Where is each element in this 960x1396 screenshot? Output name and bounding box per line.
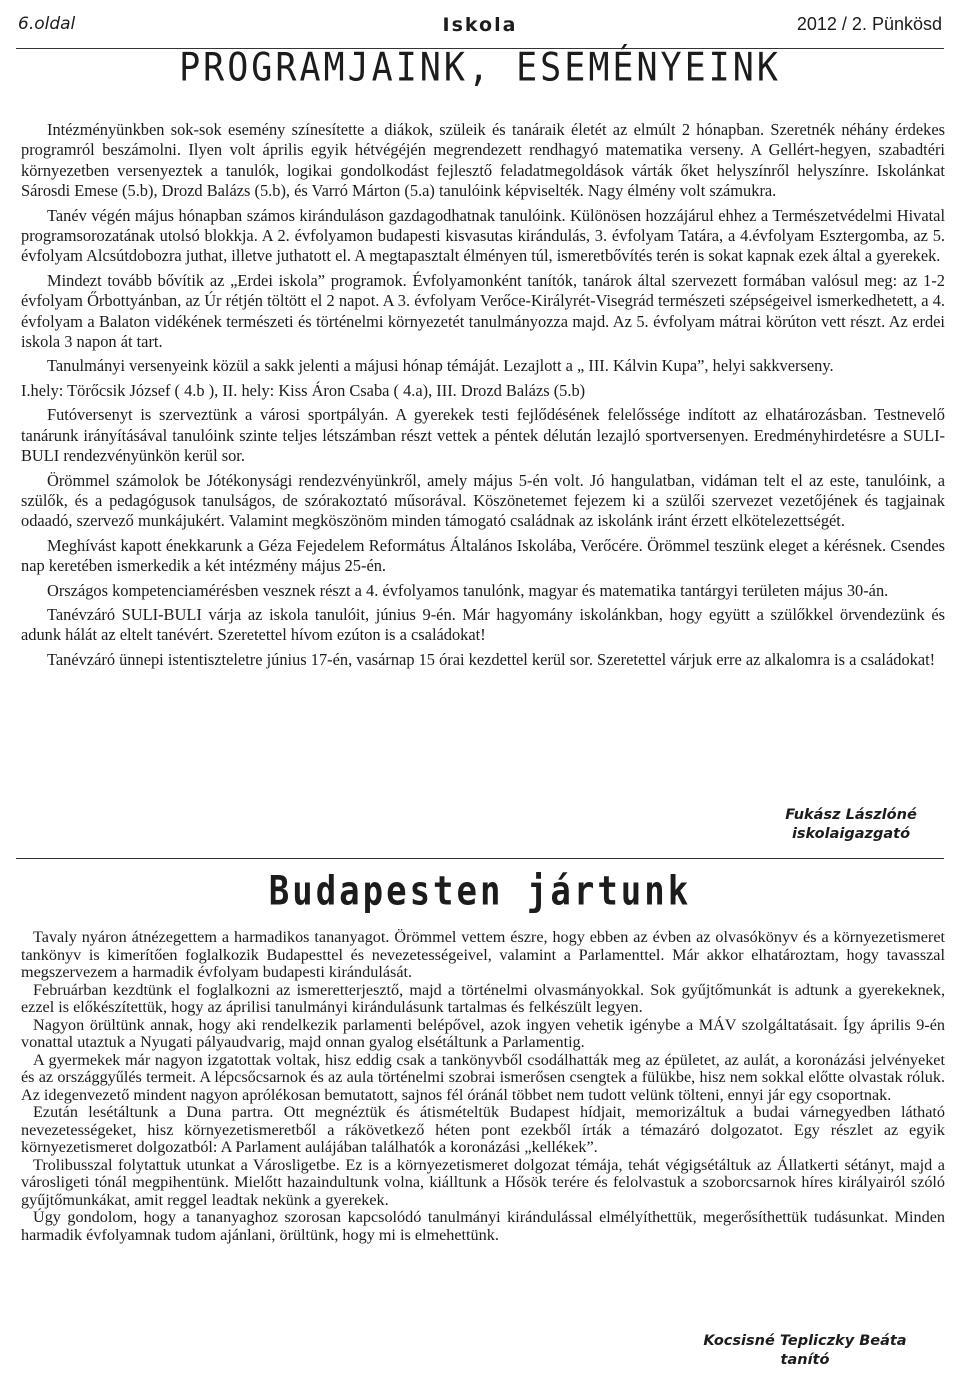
page-number: 6.oldal [18, 14, 76, 34]
article1-paragraph: I.hely: Törőcsik József ( 4.b ), II. hely: Kiss Áron Csaba ( 4.a), III. Drozd Balázs (5.b) [21, 380, 586, 400]
signature-name: Kocsisné Tepliczky Beáta [703, 1333, 907, 1349]
article2-paragraph: Nagyon örültünk annak, hogy aki rendelkezik parlamenti belépővel, azok ingyen vehetik igénybe a MÁV szolgáltatásait. Így április 9-én vonattal utaztuk a Nyugati pályaudvarig, majd onnan gyalog elsétáltunk a Parlamentig. [21, 1015, 945, 1051]
signature-name: Fukász Lászlóné [785, 807, 917, 823]
signature-role: iskolaigazgató [791, 826, 911, 842]
article2-paragraph: A gyermekek már nagyon izgatottak voltak, hisz eddig csak a tankönyvből csodálhatták meg az épületet, az aulát, a koronázási jelvényeket és az országgyűlés termeit. A lépcsőcsarnok és az aula történelmi szobrai ismerősen csengtek a fülükbe, hisz nem sokkal előtte olvastak róluk. Az idegenvezető mindent nagyon aprólékosan bemutatott, sajnos fél óránál többet nem tudott velünk tölteni, ennyi jár egy csoportnak. [21, 1050, 945, 1104]
article2-signature [660, 1332, 950, 1370]
article1-paragraph: Örömmel számolok be Jótékonysági rendezvényünkről, amely május 5-én volt. Jó hangulatban, vidáman telt el az este, tanulóink, a szülők, és a pedagógusok tanulságos, de szórakoztató műsorával. Köszönetemet fejezem ki a szülői szervezet vezetőjének és tagjainak odaadó, szervező munkájukért. Valamint megköszönöm minden támogató családnak az iskolánk iránt érzett elkötelezettségét. [21, 470, 945, 531]
issue-label: 2012 / 2. Pünkösd [796, 14, 942, 34]
article2-paragraph: Úgy gondolom, hogy a tananyaghoz szorosan kapcsolódó tanulmányi kirándulással elmélyíthettük, megerősíthettük tudásunkat. Minden harmadik évfolyamnak tudom ajánlani, örültünk, hogy mi is elmehettünk. [21, 1208, 945, 1244]
article2-body [21, 929, 945, 1244]
article1-body [21, 120, 945, 674]
article1-heading: PROGRAMJAINK, ESEMÉNYEINK [179, 46, 781, 91]
article2-paragraph: Tavaly nyáron átnézegettem a harmadikos tananyagot. Örömmel vettem észre, hogy ebben az évben az olvasókönyv és a környezetismeret tankönyv is kimerítően foglalkozik Budapesttel és nevezetességeivel, valamint a Parlamenttel. Már akkor elhatároztam, hogy tavasszal megszervezem a harmadik évfolyam budapesti kirándulását. [21, 928, 945, 981]
signature-role: tanító [780, 1352, 830, 1368]
article1-paragraph: Tanév végén május hónapban számos kiránduláson gazdagodhatnak tanulóink. Különösen hozzájárul ehhez a Természetvédelmi Hivatal programsorozatának utolsó blokkja. A 2. évfolyamon budapesti kisvasutas kirándulás, 3. évfolyam Tatára, a 4.évfolyam Esztergomba, az 5. évfolyam Alcsútdobozra juthat, illetve juthatott el. A megtapasztalt élményen túl, ismeretbővítés terén is sokat kapnak ezek által a gyerekek. [21, 205, 945, 266]
article1-paragraph: Mindezt tovább bővítik az „Erdei iskola” programok. Évfolyamonként tanítók, tanárok által szervezett formában valósul meg: az 1-2 évfolyam Őrbottyánban, az Úr rétjén töltött el 2 napot. A 3. évfolyam Verőce-Királyrét-Visegrád természeti szépségeivel ismerkedhetett, a 4. évfolyam a Balaton vidékének természeti és történelmi környezetét tanulmányozza majd. Az 5. évfolyam mátrai körúton vett részt. Az erdei iskola 3 napon át tart. [21, 270, 945, 352]
article1-signature [742, 806, 960, 844]
article1-paragraph: Futóversenyt is szerveztünk a városi sportpályán. A gyerekek testi fejlődésének felelőssége indított az elhatározásban. Testnevelő tanárunk irányításával tanulóink szinte teljes létszámban részt vettek a péntek délután lezajló sportversenyen. Eredményhirdetésre a SULI-BULI rendezvényünkön kerül sor. [21, 405, 945, 466]
article2-paragraph: Februárban kezdtünk el foglalkozni az ismeretterjesztő, majd a történelmi olvasmányokkal. Sok gyűjtőmunkát is adtunk a gyerekeknek, ezzel is előkészítettük, hogy az áprilisi tanulmányi kirándulásunk tartalmas és felkészült legyen. [21, 980, 945, 1016]
section-divider [16, 858, 944, 859]
page-header [16, 8, 944, 49]
article1-paragraph: Országos kompetenciamérésben vesznek részt a 4. évfolyamos tanulónk, magyar és matematika tantárgyi területen május 30-án. [47, 580, 889, 600]
article1-paragraph: Tanévzáró SULI-BULI várja az iskola tanulóit, június 9-én. Már hagyomány iskolánkban, hogy együtt a szülőkkel örvendezünk és adunk hálát az eltelt tanévért. Szeretettel hívom ezúton is a családokat! [21, 604, 945, 645]
article2-paragraph: Trolibusszal folytattuk utunkat a Városligetbe. Ez is a környezetismeret dolgozat témája, tehát végigsétáltuk az Állatkerti sétányt, majd a városligeti tónál megpihentünk. Mielőtt hazaindultunk volna, kiálltunk a Hősök terére és felolvastuk a szoborcsarnok híres királyairól szóló gyűjtőmunkákat, amit reggel leadtak nekünk a gyerekek. [21, 1155, 945, 1209]
article2-heading: Budapesten jártunk [268, 868, 692, 916]
publication-title: Iskola [442, 14, 518, 36]
article1-paragraph: Tanévzáró ünnepi istentiszteletre június 17-én, vasárnap 15 órai kezdettel kerül sor. Szeretettel várjuk erre az alkalomra is a családokat! [47, 649, 936, 669]
article1-paragraph: Meghívást kapott énekkarunk a Géza Fejedelem Református Általános Iskolába, Verőcére. Örömmel teszünk eleget a kérésnek. Csendes nap keretében ismerkedik a két intézmény május 25-én. [21, 535, 945, 576]
article2-paragraph: Ezután lesétáltunk a Duna partra. Ott megnéztük és átismételtük Budapest hídjait, memorizáltuk a budai várnegyedben látható nevezetességeket, hisz környezetismeretből a rákövetkező héten pont ezekből írták a témazáró dolgozatot. Egy részlet az egyik környezetismeret dolgozatból: A Parlament aulájában találhatók a koronázási „kellékek”. [21, 1103, 945, 1156]
article1-paragraph: Tanulmányi versenyeink közül a sakk jelenti a májusi hónap témáját. Lezajlott a „ III. Kálvin Kupa”, helyi sakkverseny. [47, 356, 834, 376]
article1-paragraph: Intézményünkben sok-sok esemény színesítette a diákok, szüleik és tanáraik életét az elmúlt 2 hónapban. Szeretnék néhány érdekes programról beszámolni. Ilyen volt április egyik hétvégéjén megrendezett rendhagyó matematika verseny. A Gellért-hegyen, szabadtéri környezetben versenyeztek a tanulók, logikai gondolkodást fejlesztő feladatmegoldások várták őket helyszínről helyszínre. Iskolánkat Sárosdi Emese (5.b), Drozd Balázs (5.b), és Varró Márton (5.a) tanulóink képviselték. Nagy élmény volt számukra. [21, 120, 945, 201]
